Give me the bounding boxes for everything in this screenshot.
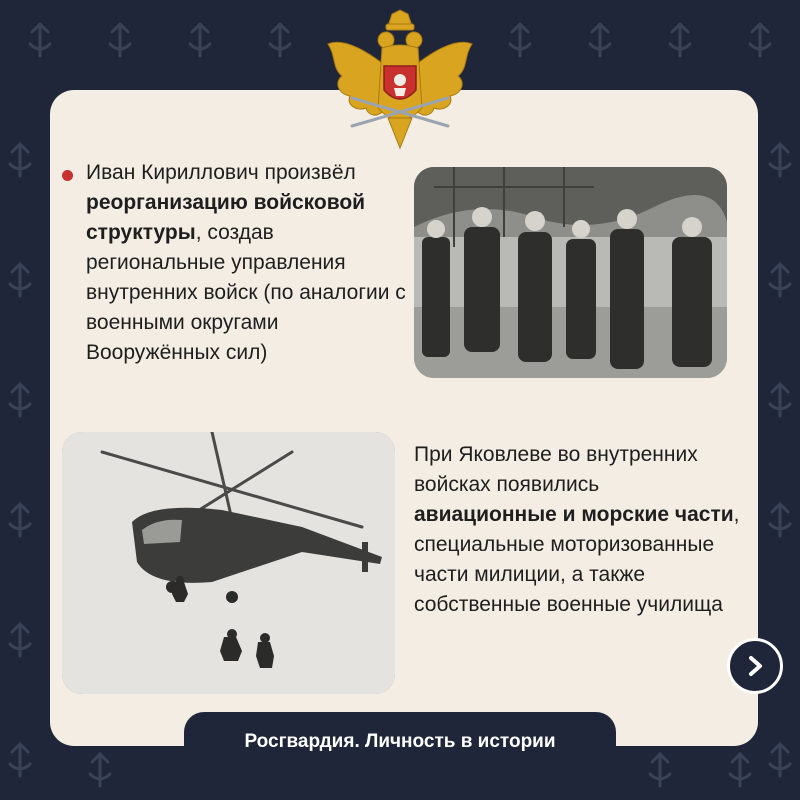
helicopter-photo (62, 432, 395, 694)
bullet-icon (62, 170, 73, 181)
next-slide-button[interactable] (727, 638, 783, 694)
paragraph-text: Иван Кириллович произвёл (86, 161, 356, 184)
footer-label (184, 712, 616, 772)
paragraph-highlight: реорганизацию войсковой структуры (86, 191, 366, 244)
paragraph-reorganization (86, 158, 406, 368)
paragraph-text: При Яковлеве во внутренних войсках появились (414, 443, 698, 496)
paragraph-highlight: авиационные и морские части (414, 503, 734, 526)
double-headed-eagle-emblem-icon (322, 8, 478, 156)
paragraph-aviation (414, 440, 744, 620)
chevron-right-icon (744, 655, 766, 677)
paragraph-text: , создав региональные управления внутренних войск (по аналогии с военными округами Вооружённых сил) (86, 221, 406, 364)
paragraph-text: , специальные моторизованные части милиции, а также собственные военные училища (414, 503, 740, 616)
officers-photo (414, 167, 727, 378)
footer-text: Росгвардия. Личность в истории (244, 731, 556, 752)
